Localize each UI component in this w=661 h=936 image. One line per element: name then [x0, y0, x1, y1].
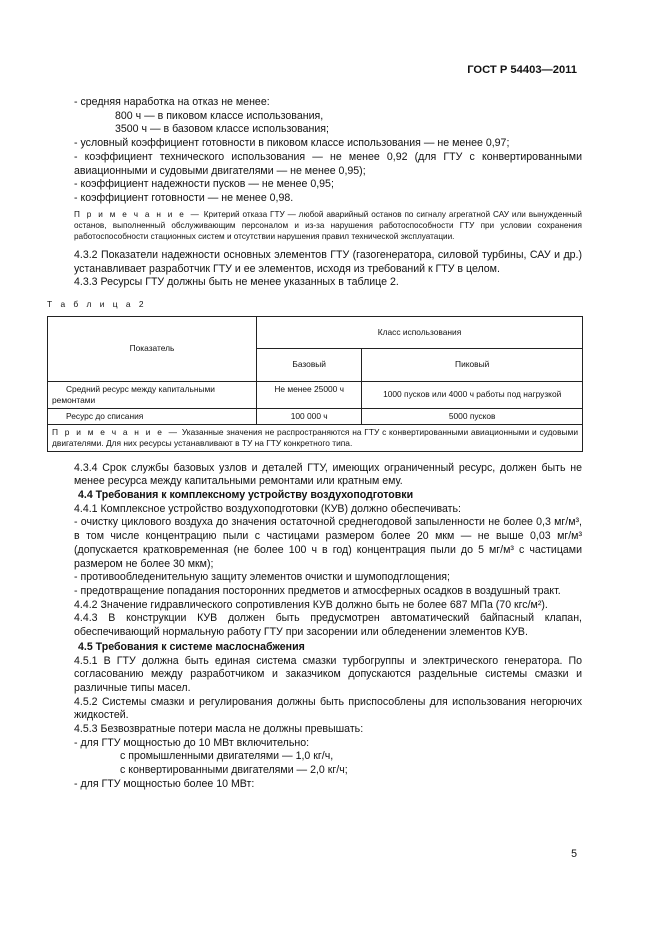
table-title: Т а б л и ц а 2	[47, 298, 147, 309]
paragraph-4-4-3: 4.4.3 В конструкции КУВ должен быть предусмотрен автоматический байпасный клапан, обеспечивающий нормальную работу ГТУ при засорении или обледенении элементов КУВ.	[74, 612, 582, 639]
list-item: с конвертированными двигателями — 2,0 кг/ч;	[120, 764, 348, 777]
paragraph-4-3-2: 4.3.2 Показатели надежности основных элементов ГТУ (газогенератора, силовой турбины, САУ и др.) устанавливает разработчик ГТУ и ее элементов, исходя из требований к ГТУ в целом.	[74, 248, 582, 275]
table-cell: Средний ресурс между капитальными ремонтами	[48, 381, 257, 408]
list-item: - коэффициент технического использования — не менее 0,92 (для ГТУ с конвертированными авиационными и судовыми двигателями — не менее 0,95);	[74, 150, 582, 177]
table-note-text: Указанные значения не распространяются на ГТУ с конвертированными авиационными и судовыми двигателями. Для них ресурсы устанавливают в ТУ на ГТУ конкретного типа.	[52, 426, 578, 448]
table-note	[48, 424, 583, 451]
note	[74, 209, 582, 243]
paragraph-4-3-4: 4.3.4 Срок службы базовых узлов и деталей ГТУ, имеющих ограниченный ресурс, должен быть не менее ресурса между капитальными ремонтами или кратным ему.	[74, 461, 582, 488]
paragraph-4-4-1: 4.4.1 Комплексное устройство воздухоподготовки (КУВ) должно обеспечивать:	[74, 502, 461, 515]
table-cell: 1000 пусков или 4000 ч работы под нагрузкой	[362, 381, 583, 408]
list-item: - для ГТУ мощностью более 10 МВт:	[74, 777, 255, 790]
list-item: - для ГТУ мощностью до 10 МВт включительно:	[74, 736, 310, 749]
note-label: П р и м е ч а н и е —	[74, 209, 201, 219]
list-item: - противообледенительную защиту элементов очистки и шумоподглощения;	[74, 571, 450, 584]
page-number: 5	[571, 848, 577, 860]
table-cell: Ресурс до списания	[48, 408, 257, 424]
table-header-peak: Пиковый	[362, 349, 583, 382]
page-content	[47, 96, 582, 792]
resource-table	[47, 316, 583, 452]
list-item: - условный коэффициент готовности в пиковом классе использования — не менее 0,97;	[74, 137, 510, 150]
list-item: - очистку циклового воздуха до значения остаточной среднегодовой запыленности не более 0,3 мг/м³, в том числе концентрацию пыли с частицами размером более 20 мкм — не выше 0,03 мг/м³ (допускается кратковременная (не более 100 ч в год) концентрация пыли до 5 мг/м³ с частицами размером не более 30 мкм);	[74, 516, 582, 570]
table-header-base: Базовый	[257, 349, 362, 382]
table-header-indicator: Показатель	[48, 316, 257, 381]
paragraph-4-4-2: 4.4.2 Значение гидравлического сопротивления КУВ должно быть не более 687 МПа (70 кгс/м²).	[74, 598, 548, 611]
paragraph-4-3-3: 4.3.3 Ресурсы ГТУ должны быть не менее указанных в таблице 2.	[74, 276, 399, 289]
table-row	[48, 408, 583, 424]
table-cell: 5000 пусков	[362, 408, 583, 424]
table-note-label: П р и м е ч а н и е —	[52, 426, 180, 437]
list-item: - средняя наработка на отказ не менее:	[74, 96, 270, 108]
document-header: ГОСТ Р 54403—2011	[467, 64, 577, 76]
list-item: с промышленными двигателями — 1,0 кг/ч,	[120, 750, 334, 763]
note-text: Критерий отказа ГТУ — любой аварийный останов по сигналу агрегатной САУ или вынужденный останов, выполненный обслуживающим персоналом и из-за нарушения работоспособности ГТУ при условии сохранения работоспособности стационных систем и отсутствии нарушения правил технической эксплуатации.	[74, 209, 582, 242]
section-heading-4-5: 4.5 Требования к системе маслоснабжения	[78, 640, 305, 653]
list-item: 3500 ч — в базовом классе использования;	[115, 123, 329, 136]
list-item: 800 ч — в пиковом классе использования,	[115, 109, 324, 122]
section-heading-4-4: 4.4 Требования к комплексному устройству воздухоподготовки	[78, 489, 414, 502]
paragraph-4-5-3: 4.5.3 Безвозвратные потери масла не должны превышать:	[74, 723, 364, 736]
table-header-class: Класс использования	[257, 316, 583, 349]
paragraph-4-5-2: 4.5.2 Системы смазки и регулирования должны быть приспособлены для использования негорючих жидкостей.	[74, 695, 582, 722]
paragraph-4-5-1: 4.5.1 В ГТУ должна быть единая система смазки турбогруппы и электрического генератора. По согласованию между разработчиком и заказчиком допускаются раздельные системы смазки и различные типы масел.	[74, 654, 582, 694]
list-item: - коэффициент готовности — не менее 0,98.	[74, 191, 294, 204]
table-row	[48, 381, 583, 408]
table-cell: Не менее 25000 ч	[257, 381, 362, 408]
list-item: - коэффициент надежности пусков — не менее 0,95;	[74, 178, 334, 191]
list-item: - предотвращение попадания посторонних предметов и атмосферных осадков в воздушный тракт.	[74, 584, 561, 597]
table-cell: 100 000 ч	[257, 408, 362, 424]
